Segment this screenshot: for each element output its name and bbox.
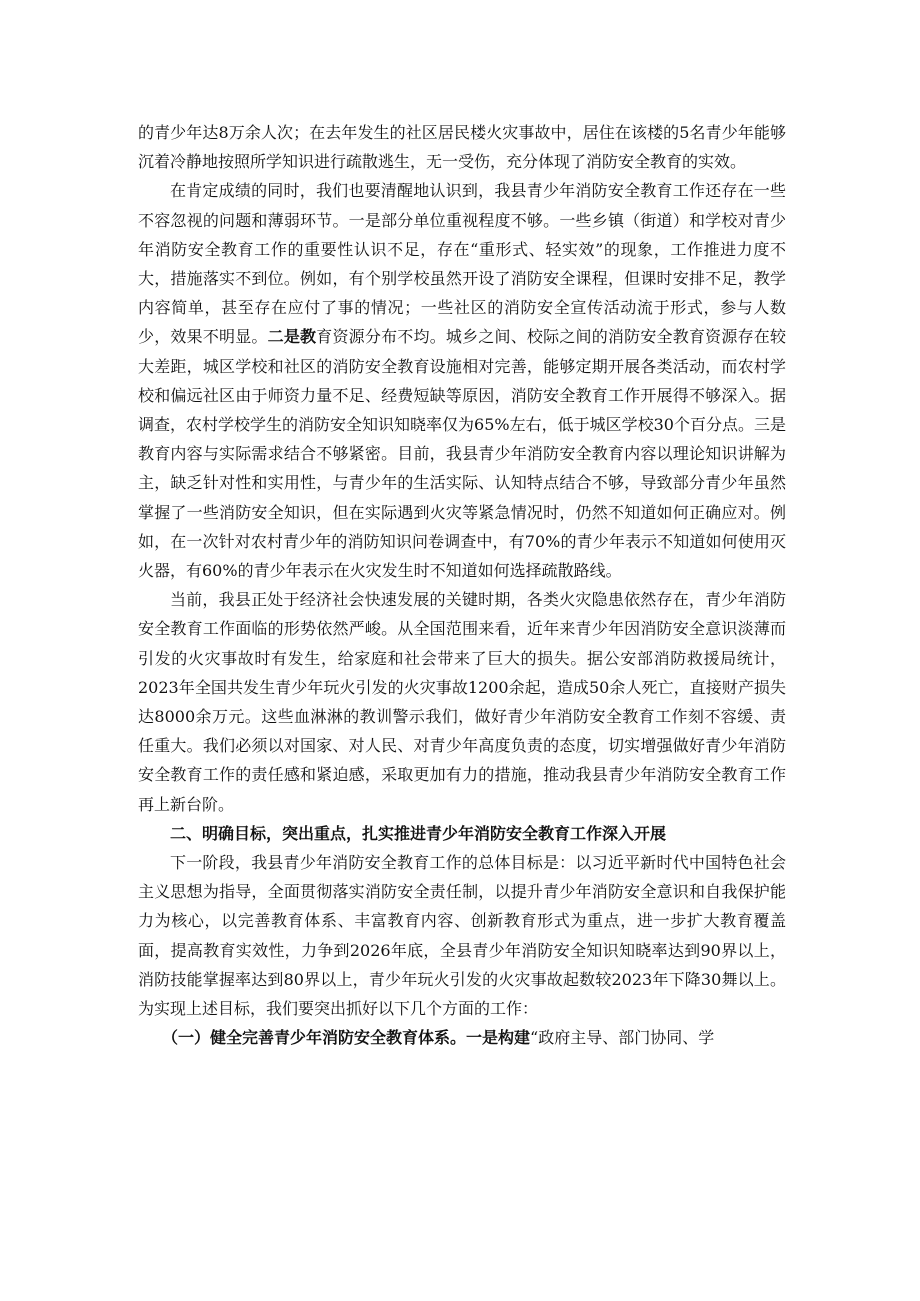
paragraph-problems-text: 在肯定成绩的同时，我们也要清醒地认识到，我县青少年消防安全教育工作还存在一些不容忽视的问题和薄弱环节。一是部分单位重视程度不够。一些乡镇（街道）和学校对青少年消防安全教育工作的重要性认识不足，存在“重形式、轻实效”的现象，工作推进力度不大，措施落实不到位。例如，有个别学校虽然开设了消防安全课程，但课时安排不足，教学内容简单，甚至存在应付了事的情况；一些社区的消防安全宣传活动流于形式，参与人数少，效果不明显。 (138, 181, 786, 347)
paragraph-goals: 下一阶段，我县青少年消防安全教育工作的总体目标是：以习近平新时代中国特色社会主义思想为指导，全面贯彻落实消防安全责任制，以提升青少年消防安全意识和自我保护能力为核心，以完善教育体系、丰富教育内容、创新教育形式为重点，进一步扩大教育覆盖面，提高教育实效性，力争到2026年底，全县青少年消防安全知识知晓率达到90界以上，消防技能掌握率达到80界以上，青少年玩火引发的火灾事故起数较2023年下降30舞以上。为实现上述目标，我们要突出抓好以下几个方面的工作： (138, 853, 786, 1019)
paragraph-problems (138, 176, 786, 585)
subsection-item-1 (138, 1023, 786, 1052)
paragraph-problems-rest: 育资源分布不均。城乡之间、校际之间的消防安全教育资源存在较大差距，城区学校和社区的消防安全教育设施相对完善，能够定期开展各类活动，而农村学校和偏远社区由于师资力量不足、经费短缺等原因，消防安全教育工作开展得不够深入。据调查，农村学校学生的消防安全知识知晓率仅为65%左右，低于城区学校30个百分点。三是教育内容与实际需求结合不够紧密。目前，我县青少年消防安全教育内容以理论知识讲解为主，缺乏针对性和实用性，与青少年的生活实际、认知特点结合不够，导致部分青少年虽然掌握了一些消防安全知识，但在实际遇到火灾等紧急情况时，仍然不知道如何正确应对。例如，在一次针对农村青少年的消防知识问卷调查中，有70%的青少年表示不知道如何使用灭火器，有60%的青少年表示在火灾发生时不知道如何选择疏散路线。 (138, 327, 786, 581)
paragraph-problems-bold-lead: 二是教 (267, 327, 317, 347)
document-page (138, 118, 786, 1053)
paragraph-situation: 当前，我县正处于经济社会快速发展的关键时期，各类火灾隐患依然存在，青少年消防安全教育工作面临的形势依然严峻。从全国范围来看，近年来青少年因消防安全意识淡薄而引发的火灾事故时有发生，给家庭和社会带来了巨大的损失。据公安部消防救援局统计，2023年全国共发生青少年玩火引发的火灾事故1200余起，造成50余人死亡，直接财产损失达8000余万元。这些血淋淋的教训警示我们，做好青少年消防安全教育工作刻不容缓、责任重大。我们必须以对国家、对人民、对青少年高度负责的态度，切实增强做好青少年消防安全教育工作的责任感和紧迫感，采取更加有力的措施，推动我县青少年消防安全教育工作再上新台阶。 (138, 590, 786, 814)
subsection-item-1-text: “政府主导、部门协同、学 (530, 1028, 715, 1048)
section-heading-2: 二、明确目标，突出重点，扎实推进青少年消防安全教育工作深入开展 (170, 823, 667, 843)
paragraph-continuation: 的青少年达8万余人次；在去年发生的社区居民楼火灾事故中，居住在该楼的5名青少年能够沉着冷静地按照所学知识进行疏散逃生，无一受伤，充分体现了消防安全教育的实效。 (138, 123, 786, 172)
subsection-item-1-bold: （一）健全完善青少年消防安全教育体系。一是构建 (162, 1028, 531, 1048)
